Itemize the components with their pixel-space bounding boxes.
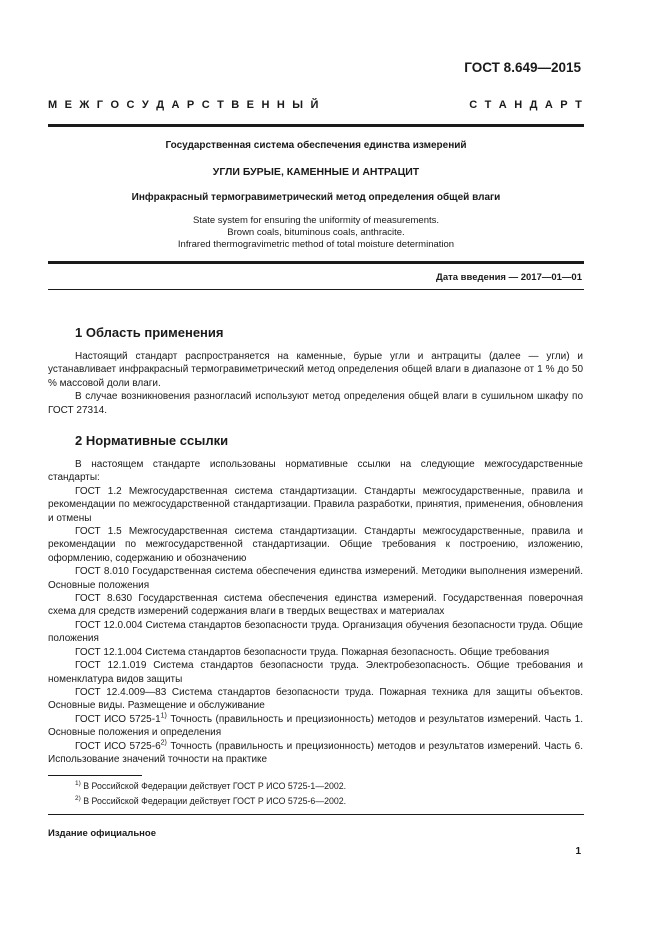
ref-title: Точность (правильность и прецизионность) методов и результатов измерений. Часть 6. Использование значений точности на практике — [48, 740, 583, 765]
reference-item — [48, 713, 583, 740]
footnote-mark: 1) — [75, 780, 81, 787]
footnote-mark: 2) — [160, 739, 167, 747]
reference-item: ГОСТ 1.2 Межгосударственная система стандартизации. Стандарты межгосударственные, правила и рекомендации по межгосударственной стандартизации. Правила разработки, принятия, применения, обновления и отмены — [48, 485, 583, 524]
page-number: 1 — [575, 846, 581, 857]
footnote-separator — [48, 775, 142, 776]
date-rule — [48, 289, 584, 290]
footnote-text: В Российской Федерации действует ГОСТ Р ИСО 5725-1—2002. — [80, 780, 347, 791]
ref-code: ГОСТ ИСО 5725-6 — [75, 740, 161, 752]
reference-item: ГОСТ 12.4.009—83 Система стандартов безопасности труда. Пожарная техника для защиты объектов. Основные виды. Размещение и обслуживание — [48, 686, 583, 712]
main-title: УГЛИ БУРЫЕ, КАМЕННЫЕ И АНТРАЦИТ — [212, 166, 420, 178]
title-bottom-rule — [48, 261, 584, 264]
english-title-line: State system for ensuring the uniformity of measurements. — [192, 215, 440, 226]
footnote-mark: 1) — [160, 712, 167, 720]
method-title: Инфракрасный термогравиметрический метод определения общей влаги — [131, 192, 501, 203]
english-title — [48, 215, 584, 251]
reference-item: ГОСТ 8.010 Государственная система обеспечения единства измерений. Методики выполнения измерений. Основные положения — [48, 566, 583, 591]
reference-item: ГОСТ 12.1.019 Система стандартов безопасности труда. Электробезопасность. Общие требования и номенклатура видов защиты — [48, 660, 583, 685]
reference-item: ГОСТ 12.1.004 Система стандартов безопасности труда. Пожарная безопасность. Общие требования — [75, 646, 550, 658]
reference-item: ГОСТ 1.5 Межгосударственная система стандартизации. Стандарты межгосударственные, правила и рекомендации по межгосударственной стандартизации. Общие требования к построению, изложению, оформлению, содержанию и обозначению — [48, 526, 583, 564]
english-title-line: Infrared thermogravimetric method of total moisture determination — [177, 239, 455, 250]
footnote — [75, 780, 346, 791]
banner-interstate: М Е Ж Г О С У Д А Р С Т В Е Н Н Ы Й — [48, 99, 321, 111]
banner-standard: С Т А Н Д А Р Т — [469, 99, 584, 111]
ref-code: ГОСТ ИСО 5725-1 — [75, 713, 161, 725]
footnote-mark: 2) — [75, 795, 81, 802]
footer-rule — [48, 814, 584, 815]
ref-title: Точность (правильность и прецизионность) методов и результатов измерений. Часть 1. Основные положения и определения — [48, 713, 583, 739]
paragraph: Настоящий стандарт распространяется на каменные, бурые угли и антрациты (далее — угли) и устанавливает инфракрасный термогравиметрический метод определения общей влаги в диапазоне от 1 % до 50 % массовой доли влаги. — [48, 351, 583, 389]
section-heading: 1 Область применения — [75, 325, 224, 340]
system-title: Государственная система обеспечения единства измерений — [165, 140, 467, 151]
section-1-body — [48, 350, 583, 417]
paragraph: В настоящем стандарте использованы нормативные ссылки на следующие межгосударственные стандарты: — [48, 459, 583, 484]
introduction-date: Дата введения — 2017—01—01 — [436, 272, 582, 283]
reference-item — [48, 740, 583, 767]
footnote-text: В Российской Федерации действует ГОСТ Р ИСО 5725-6—2002. — [80, 795, 347, 806]
interstate-standard-banner — [48, 99, 584, 111]
section-2-body — [48, 458, 583, 766]
reference-item: ГОСТ 8.630 Государственная система обеспечения единства измерений. Государственная поверочная схема для средств измерений содержания влаги в твердых веществах и материалах — [48, 593, 583, 618]
section-heading: 2 Нормативные ссылки — [75, 433, 229, 448]
official-edition: Издание официальное — [48, 828, 156, 839]
gost-number: ГОСТ 8.649—2015 — [464, 60, 581, 75]
top-thick-rule — [48, 124, 584, 127]
paragraph: В случае возникновения разногласий используют метод определения общей влаги в сушильном шкафу по ГОСТ 27314. — [48, 391, 583, 416]
english-title-line: Brown coals, bituminous coals, anthracite. — [227, 227, 405, 238]
footnote — [75, 795, 346, 806]
reference-item: ГОСТ 12.0.004 Система стандартов безопасности труда. Организация обучения безопасности труда. Общие положения — [48, 619, 583, 645]
